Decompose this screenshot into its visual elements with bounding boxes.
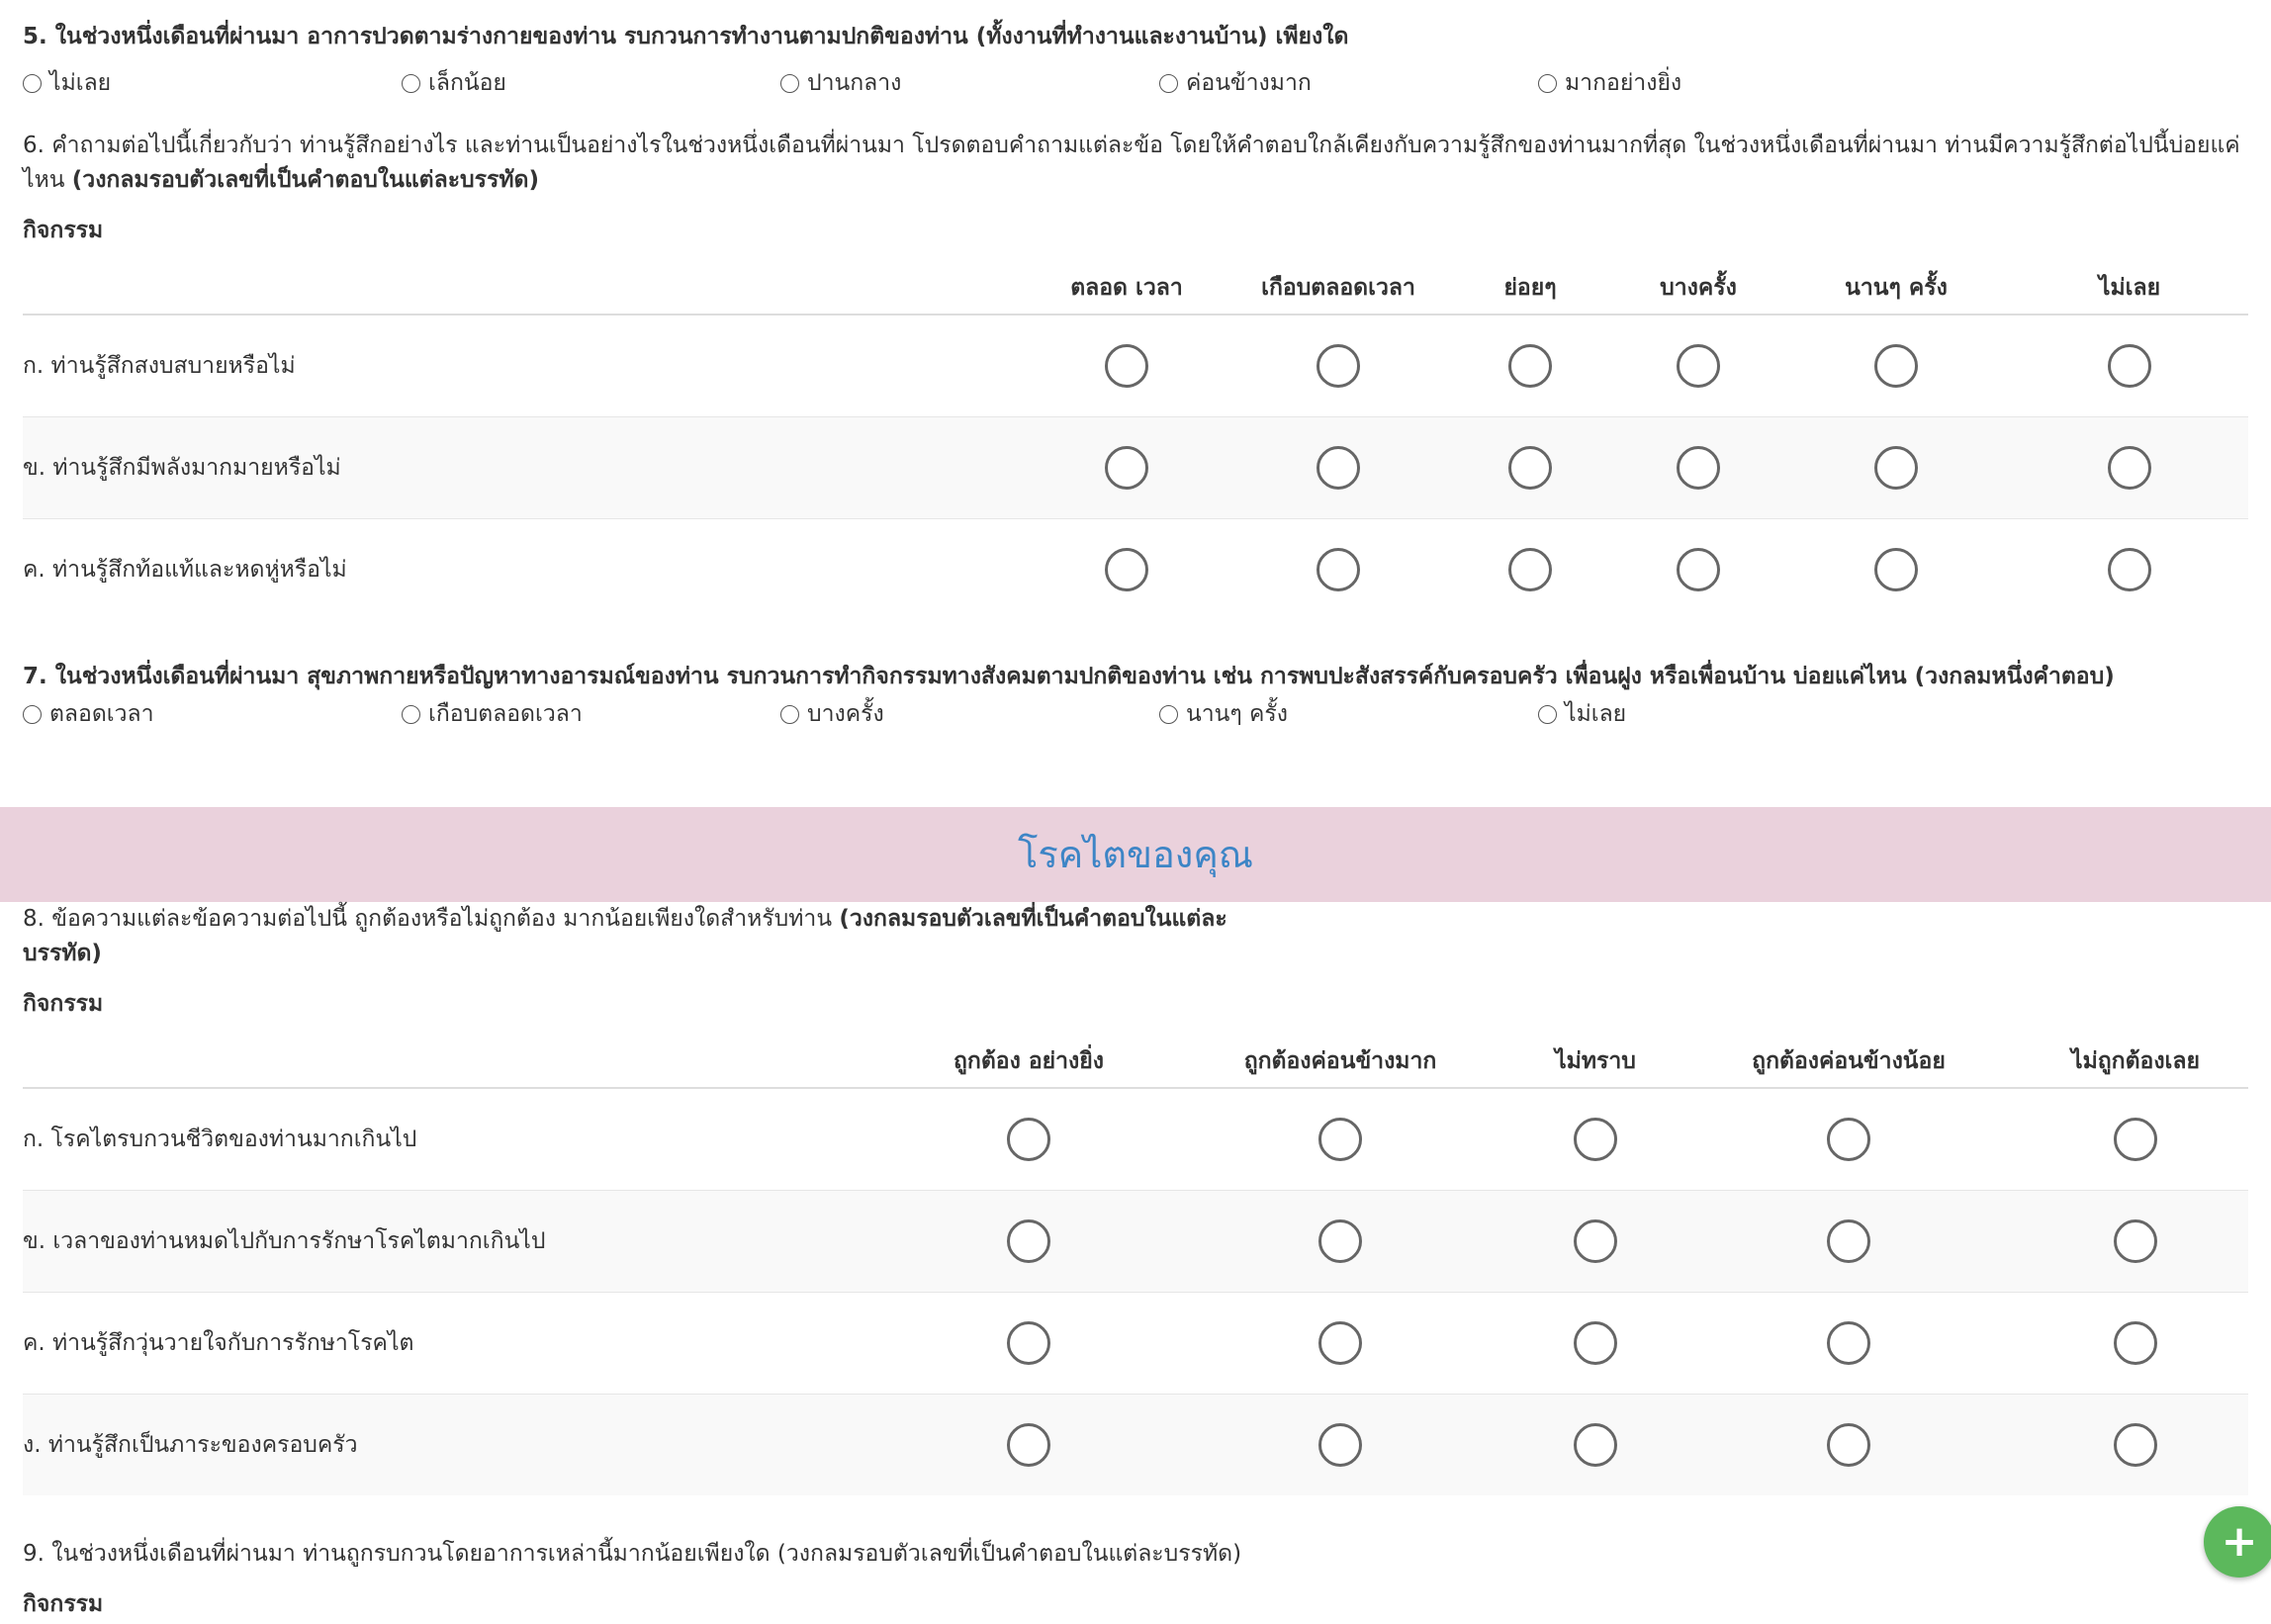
- row-label: ข. ท่านรู้สึกมีพลังมากมายหรือไม่: [23, 417, 1022, 519]
- q7-option-3[interactable]: นานๆ ครั้ง: [1159, 696, 1538, 732]
- radio-button[interactable]: [1317, 446, 1360, 490]
- column-header: นานๆ ครั้ง: [1781, 262, 2011, 315]
- radio-button[interactable]: [1574, 1118, 1617, 1161]
- q5-option-4[interactable]: มากอย่างยิ่ง: [1538, 65, 1917, 101]
- radio-button[interactable]: [1105, 548, 1148, 591]
- radio-icon[interactable]: [780, 705, 799, 724]
- question-6-title: 6. คำถามต่อไปนี้เกี่ยวกับว่า ท่านรู้สึกอย่างไร และท่านเป็นอย่างไรในช่วงหนึ่งเดือนที่ผ่านมา โปรดตอบคำถามแต่ละข้อ โดยให้คำตอบใกล้เคียงกับความรู้สึกของท่านมากที่สุด ในช่วงหนึ่งเดือนที่ผ่านมา ท่านมีความรู้สึกต่อไปนี้บ่อยแค่ไหน (วงกลมรอบตัวเลขที่เป็นคำตอบในแต่ละบรรทัด): [23, 133, 2240, 193]
- radio-button[interactable]: [1677, 446, 1720, 490]
- row-label: ค. ท่านรู้สึกท้อแท้และหดหู่หรือไม่: [23, 519, 1022, 621]
- question-6: [23, 129, 2248, 620]
- radio-button[interactable]: [1317, 548, 1360, 591]
- radio-button[interactable]: [1508, 344, 1552, 388]
- radio-button[interactable]: [1007, 1321, 1050, 1365]
- question-5-title: 5. ในช่วงหนึ่งเดือนที่ผ่านมา อาการปวดตามร่างกายของท่าน รบกวนการทำงานตามปกติของท่าน (ทั้งงานที่ทำงานและงานบ้าน) เพียงใด: [23, 24, 1349, 49]
- radio-button[interactable]: [1007, 1118, 1050, 1161]
- question-8: [23, 902, 2248, 1495]
- column-header: ถูกต้องค่อนข้างน้อย: [1675, 1036, 2023, 1088]
- column-header: ไม่เลย: [2011, 262, 2248, 315]
- q5-option-1[interactable]: เล็กน้อย: [402, 65, 780, 101]
- question-9: [23, 1537, 2248, 1622]
- q7-option-0[interactable]: ตลอดเวลา: [23, 696, 402, 732]
- grid-header-row: [23, 262, 2248, 315]
- radio-button[interactable]: [1827, 1321, 1870, 1365]
- table-row: [23, 315, 2248, 417]
- radio-button[interactable]: [1827, 1118, 1870, 1161]
- column-header: ย่อยๆ: [1445, 262, 1615, 315]
- column-header: ไม่ทราบ: [1516, 1036, 1675, 1088]
- radio-button[interactable]: [2108, 446, 2151, 490]
- radio-icon[interactable]: [780, 74, 799, 93]
- question-8-activity-label: กิจกรรม: [23, 991, 104, 1017]
- radio-button[interactable]: [1318, 1219, 1362, 1263]
- question-7: [23, 660, 2248, 733]
- radio-button[interactable]: [1677, 344, 1720, 388]
- q5-option-2[interactable]: ปานกลาง: [780, 65, 1159, 101]
- radio-button[interactable]: [1827, 1423, 1870, 1467]
- question-7-title: 7. ในช่วงหนึ่งเดือนที่ผ่านมา สุขภาพกายหรือปัญหาทางอารมณ์ของท่าน รบกวนการทำกิจกรรมทางสังคมตามปกติของท่าน เช่น การพบปะสังสรรค์กับครอบครัว เพื่อนฝูง หรือเพื่อนบ้าน บ่อยแค่ไหน (วงกลมหนึ่งคำตอบ): [23, 664, 2115, 689]
- row-label: ข. เวลาของท่านหมดไปกับการรักษาโรคไตมากเกินไป: [23, 1191, 893, 1293]
- radio-button[interactable]: [1007, 1219, 1050, 1263]
- table-row: [23, 1293, 2248, 1395]
- column-header: บางครั้ง: [1615, 262, 1781, 315]
- q5-option-3[interactable]: ค่อนข้างมาก: [1159, 65, 1538, 101]
- table-row: [23, 1191, 2248, 1293]
- radio-button[interactable]: [1318, 1321, 1362, 1365]
- radio-button[interactable]: [1827, 1219, 1870, 1263]
- question-8-title: 8. ข้อความแต่ละข้อความต่อไปนี้ ถูกต้องหรือไม่ถูกต้อง มากน้อยเพียงใดสำหรับท่าน (วงกลมรอบตัวเลขที่เป็นคำตอบในแต่ละบรรทัด): [23, 906, 1227, 966]
- radio-button[interactable]: [1574, 1423, 1617, 1467]
- q7-option-1[interactable]: เกือบตลอดเวลา: [402, 696, 780, 732]
- radio-button[interactable]: [1677, 548, 1720, 591]
- radio-button[interactable]: [1874, 548, 1918, 591]
- radio-icon[interactable]: [402, 705, 420, 724]
- row-label: ก. โรคไตรบกวนชีวิตของท่านมากเกินไป: [23, 1088, 893, 1191]
- column-header: ไม่ถูกต้องเลย: [2023, 1036, 2248, 1088]
- question-5-options: [23, 64, 2248, 102]
- section-title: โรคไตของคุณ: [1017, 833, 1254, 876]
- table-row: [23, 519, 2248, 621]
- radio-button[interactable]: [1007, 1423, 1050, 1467]
- row-label: ค. ท่านรู้สึกวุ่นวายใจกับการรักษาโรคไต: [23, 1293, 893, 1395]
- question-9-activity-label: กิจกรรม: [23, 1591, 104, 1617]
- radio-icon[interactable]: [1538, 705, 1557, 724]
- question-7-options: [23, 695, 2248, 733]
- question-8-grid: [23, 1036, 2248, 1495]
- q5-option-0[interactable]: ไม่เลย: [23, 65, 402, 101]
- row-label: ก. ท่านรู้สึกสงบสบายหรือไม่: [23, 315, 1022, 417]
- radio-icon[interactable]: [1159, 74, 1178, 93]
- radio-button[interactable]: [1318, 1423, 1362, 1467]
- plus-icon: +: [2221, 1516, 2258, 1567]
- radio-button[interactable]: [2114, 1219, 2157, 1263]
- radio-icon[interactable]: [23, 705, 42, 724]
- radio-button[interactable]: [2114, 1423, 2157, 1467]
- question-6-activity-label: กิจกรรม: [23, 218, 104, 243]
- column-header: เกือบตลอดเวลา: [1231, 262, 1445, 315]
- radio-button[interactable]: [1105, 344, 1148, 388]
- q7-option-2[interactable]: บางครั้ง: [780, 696, 1159, 732]
- section-banner: [0, 807, 2271, 902]
- column-header: ตลอด เวลา: [1022, 262, 1231, 315]
- radio-button[interactable]: [1508, 548, 1552, 591]
- radio-icon[interactable]: [402, 74, 420, 93]
- column-header: ถูกต้อง อย่างยิ่ง: [893, 1036, 1164, 1088]
- radio-button[interactable]: [2108, 548, 2151, 591]
- grid-header-row: [23, 1036, 2248, 1088]
- radio-icon[interactable]: [23, 74, 42, 93]
- radio-button[interactable]: [1874, 344, 1918, 388]
- radio-icon[interactable]: [1159, 705, 1178, 724]
- radio-button[interactable]: [1317, 344, 1360, 388]
- radio-button[interactable]: [1105, 446, 1148, 490]
- radio-button[interactable]: [1508, 446, 1552, 490]
- table-row: [23, 417, 2248, 519]
- radio-button[interactable]: [1574, 1321, 1617, 1365]
- radio-button[interactable]: [1574, 1219, 1617, 1263]
- table-row: [23, 1395, 2248, 1496]
- column-header: ถูกต้องค่อนข้างมาก: [1164, 1036, 1516, 1088]
- question-9-title: 9. ในช่วงหนึ่งเดือนที่ผ่านมา ท่านถูกรบกวนโดยอาการเหล่านี้มากน้อยเพียงใด (วงกลมรอบตัวเลขที่เป็นคำตอบในแต่ละบรรทัด): [23, 1541, 1242, 1567]
- radio-button[interactable]: [2114, 1321, 2157, 1365]
- table-row: [23, 1088, 2248, 1191]
- row-label: ง. ท่านรู้สึกเป็นภาระของครอบครัว: [23, 1395, 893, 1496]
- radio-button[interactable]: [1874, 446, 1918, 490]
- radio-button[interactable]: [2114, 1118, 2157, 1161]
- radio-button[interactable]: [2108, 344, 2151, 388]
- question-5: [23, 20, 2248, 102]
- question-6-grid: [23, 262, 2248, 620]
- radio-button[interactable]: [1318, 1118, 1362, 1161]
- radio-icon[interactable]: [1538, 74, 1557, 93]
- q7-option-4[interactable]: ไม่เลย: [1538, 696, 1917, 732]
- add-button[interactable]: [2204, 1506, 2271, 1578]
